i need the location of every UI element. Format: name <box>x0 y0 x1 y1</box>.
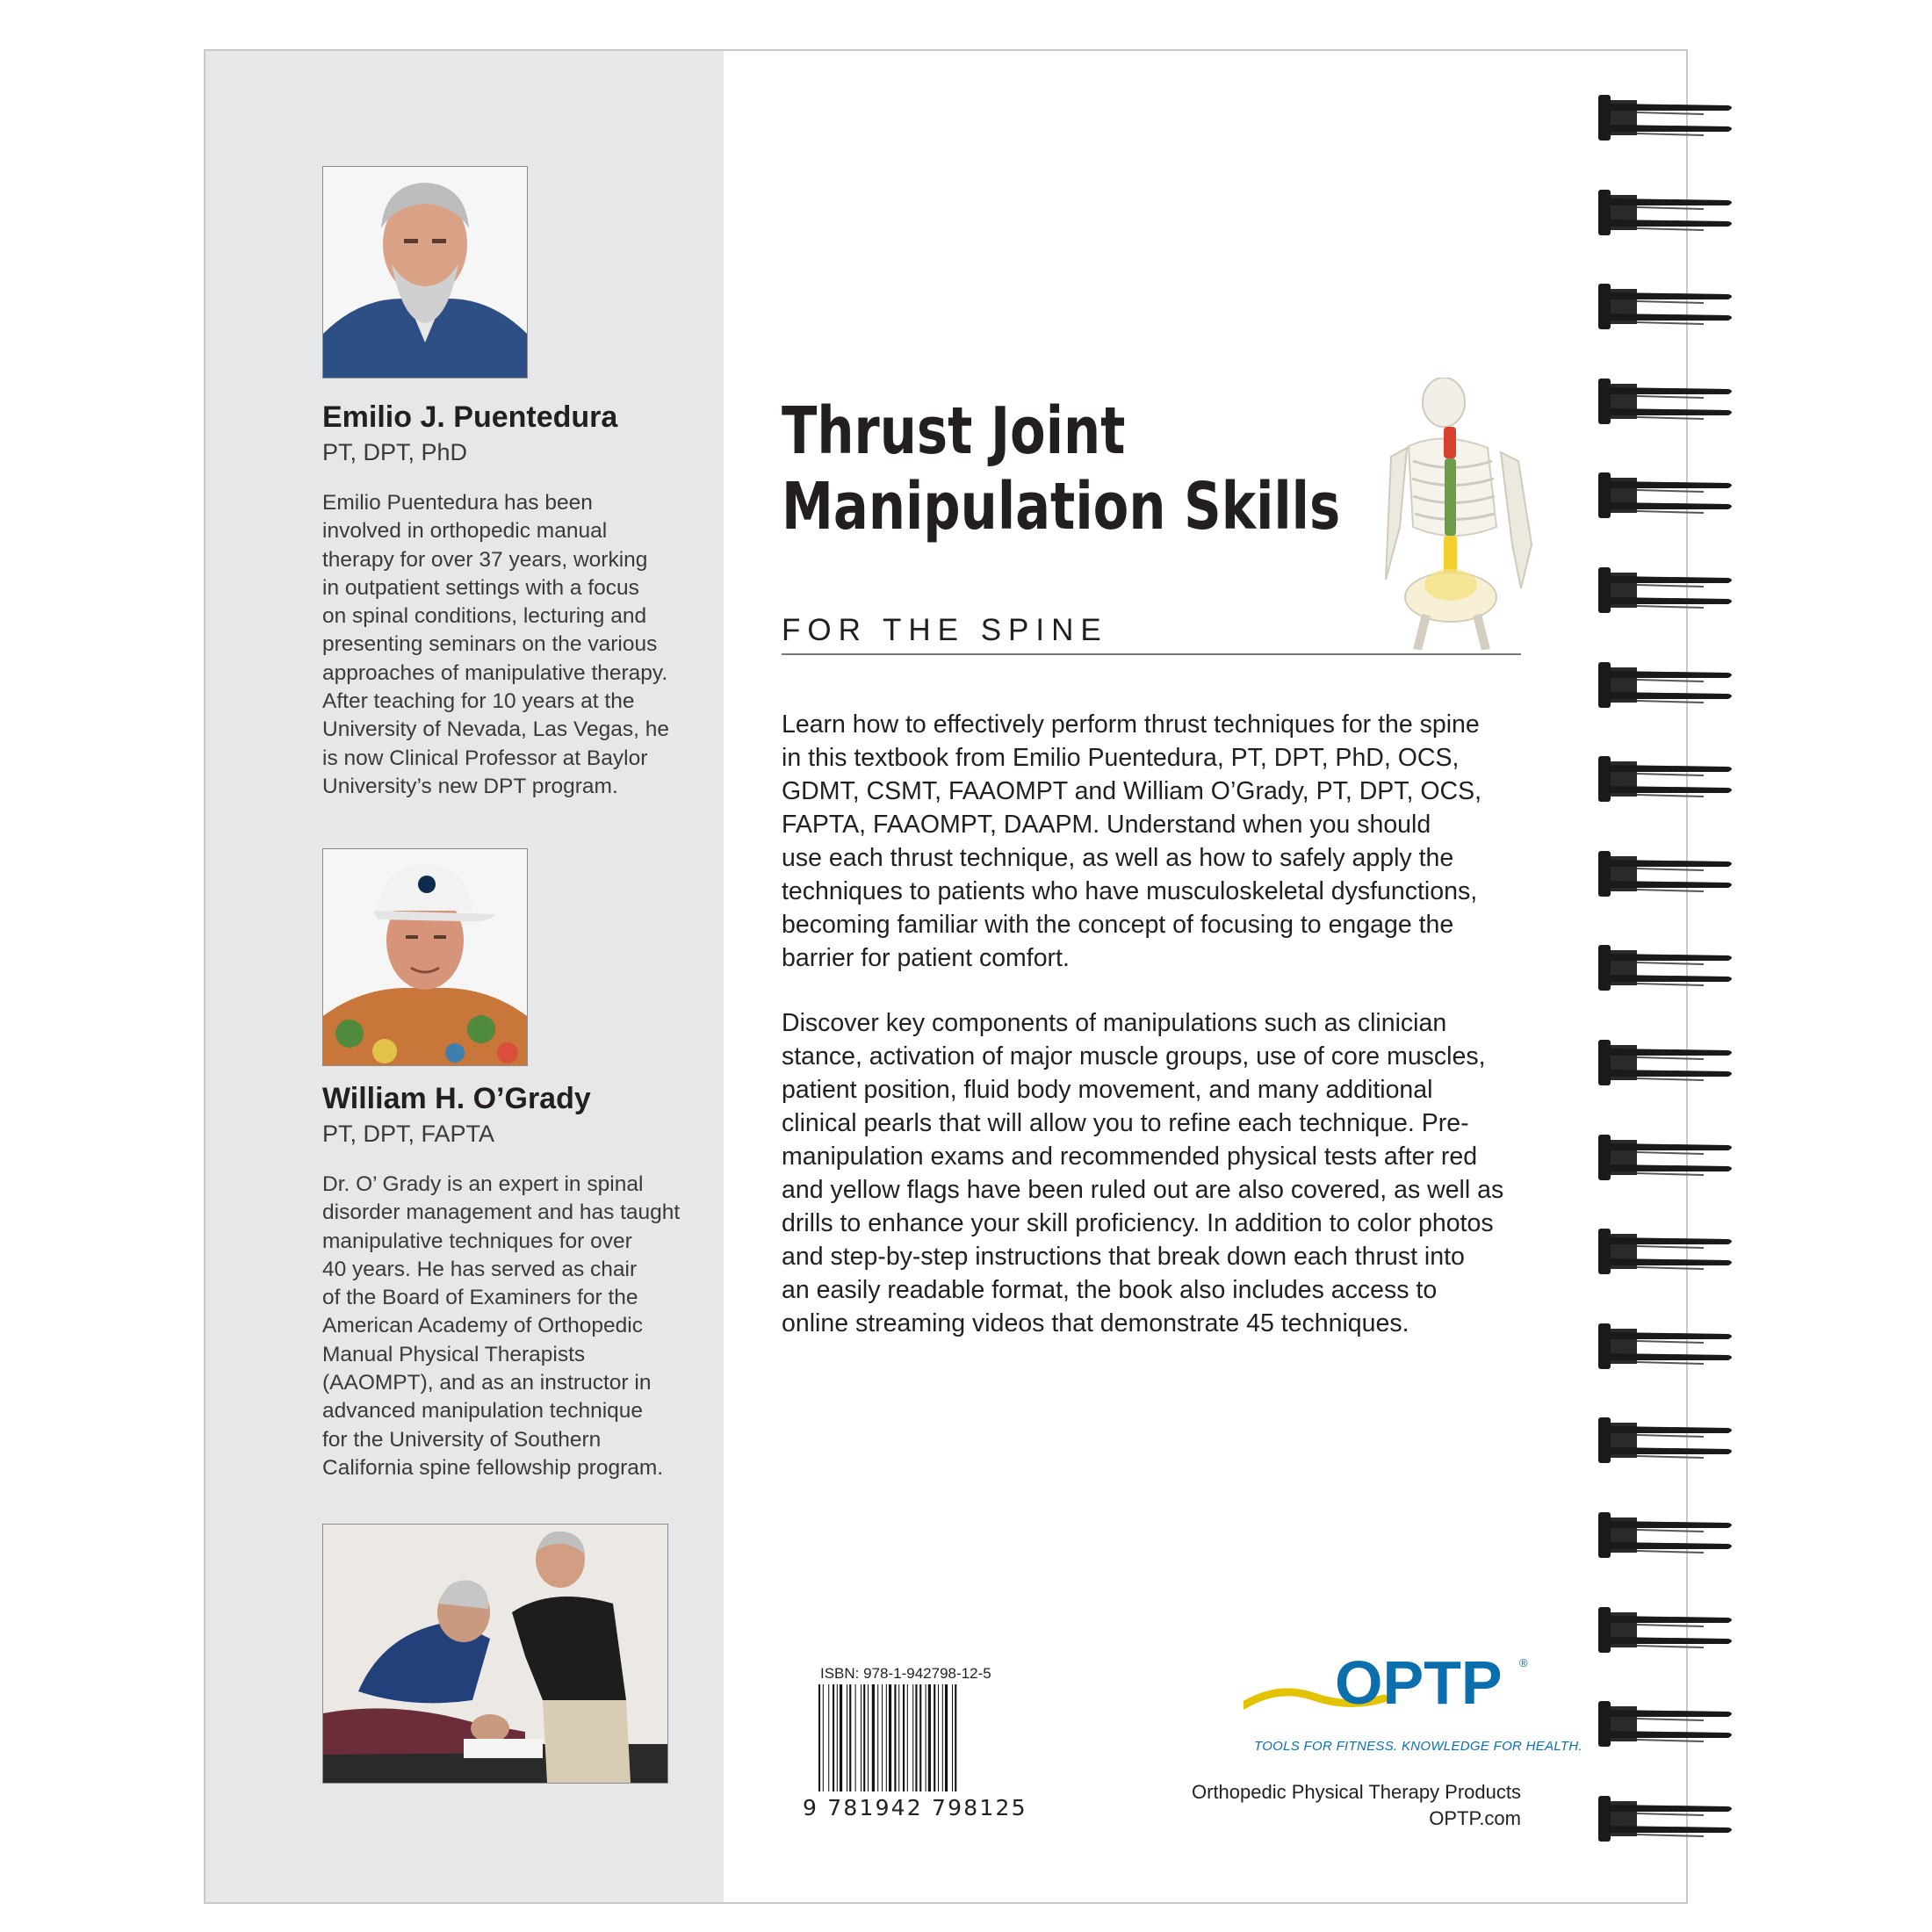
book-title: Thrust Joint Manipulation Skills <box>782 393 1341 544</box>
spiral-binding-coil <box>1598 472 1739 525</box>
author-photo-puentedura <box>322 166 528 378</box>
spiral-binding-coil <box>1598 190 1739 242</box>
author-bio: Emilio Puentedura has been involved in orthopedic manual therapy for over 37 years, working in outpatient settings with a focus on spinal conditions, lecturing and presenting seminars on the various approaches of manipulative therapy. After teaching for 10 years at the University of Nevada, Las Vegas, he is now Clinical Professor at Baylor University’s new DPT program. <box>322 491 669 798</box>
spiral-binding-coil <box>1598 284 1739 336</box>
publisher-website: OPTP.com <box>1429 1807 1521 1829</box>
isbn-barcode <box>818 1684 1003 1791</box>
spiral-binding-coil <box>1598 756 1739 809</box>
spiral-binding-coil <box>1598 378 1739 431</box>
book-subtitle: FOR THE SPINE <box>782 613 1108 647</box>
author-bio: Dr. O’ Grady is an expert in spinal disorder management and has taught manipulative techniques for over 40 years. He has served as chair of the Board of Examiners for the American Academy of Orthopedic Manual Physical Therapists (AAOMPT), and as an instructor in advanced manipulation technique for the University of Southern California spine fellowship program. <box>322 1172 681 1480</box>
spiral-binding-coil <box>1598 945 1739 998</box>
spiral-binding-coil <box>1598 1323 1739 1376</box>
spiral-binding-coil <box>1598 851 1739 904</box>
technique-demonstration-photo <box>322 1524 668 1784</box>
book-back-cover <box>204 49 1688 1904</box>
description-paragraph: Discover key components of manipulations such as clinician stance, activation of major muscle groups, use of core muscles, patient position, fluid body movement, and many additional clinical pearls that will allow you to refine each technique. Pre- manipulation exams and recommended physical tests after red and yellow flags have been ruled out are also covered, as well as drills to enhance your skill proficiency. In addition to color photos and step-by-step instructions that break down each thrust into an easily readable format, the book also includes access to online streaming videos that demonstrate 45 techniques. <box>782 1009 1504 1337</box>
spiral-binding-coil <box>1598 567 1739 620</box>
author-credentials: PT, DPT, PhD <box>322 439 468 465</box>
author-photo-ogrady <box>322 848 528 1066</box>
spiral-binding-coil <box>1598 1229 1739 1281</box>
optp-tagline: TOOLS FOR FITNESS. KNOWLEDGE FOR HEALTH. <box>1254 1739 1582 1754</box>
author-credentials: PT, DPT, FAPTA <box>322 1121 495 1147</box>
spiral-binding-coil <box>1598 1796 1739 1849</box>
publisher-info <box>1171 51 1523 1906</box>
spiral-binding-coil <box>1598 1607 1739 1660</box>
spiral-binding-coil <box>1598 1417 1739 1470</box>
spiral-binding-coil <box>1598 1040 1739 1092</box>
isbn-label: ISBN: 978-1-942798-12-5 <box>820 1665 991 1682</box>
spiral-binding-coil <box>1598 1135 1739 1187</box>
registered-mark: ® <box>1519 1656 1528 1669</box>
spiral-binding-coil <box>1598 1701 1739 1754</box>
author-name: Emilio J. Puentedura <box>322 400 618 434</box>
barcode-digits: 9 781942 798125 <box>803 1795 1027 1820</box>
spiral-binding-coil <box>1598 1512 1739 1565</box>
author-name: William H. O’Grady <box>322 1082 591 1115</box>
description-paragraph: Learn how to effectively perform thrust techniques for the spine in this textbook from Emilio Puentedura, PT, DPT, PhD, OCS, GDMT, CSMT, FAAOMPT and William O’Grady, PT, DPT, OCS, FAPTA, FAAOMPT, DAAPM. Understand when you should use each thrust technique, as well as how to safely apply the techniques to patients who have musculoskeletal dysfunctions, becoming familiar with the concept of focusing to engage the barrier for patient comfort. <box>782 710 1482 972</box>
publisher-name: Orthopedic Physical Therapy Products <box>1192 1781 1521 1803</box>
optp-logo-text: OPTP <box>1335 1651 1503 1717</box>
author-sidebar <box>205 51 724 1902</box>
spiral-binding-coil <box>1598 662 1739 715</box>
spiral-binding-coil <box>1598 95 1739 148</box>
